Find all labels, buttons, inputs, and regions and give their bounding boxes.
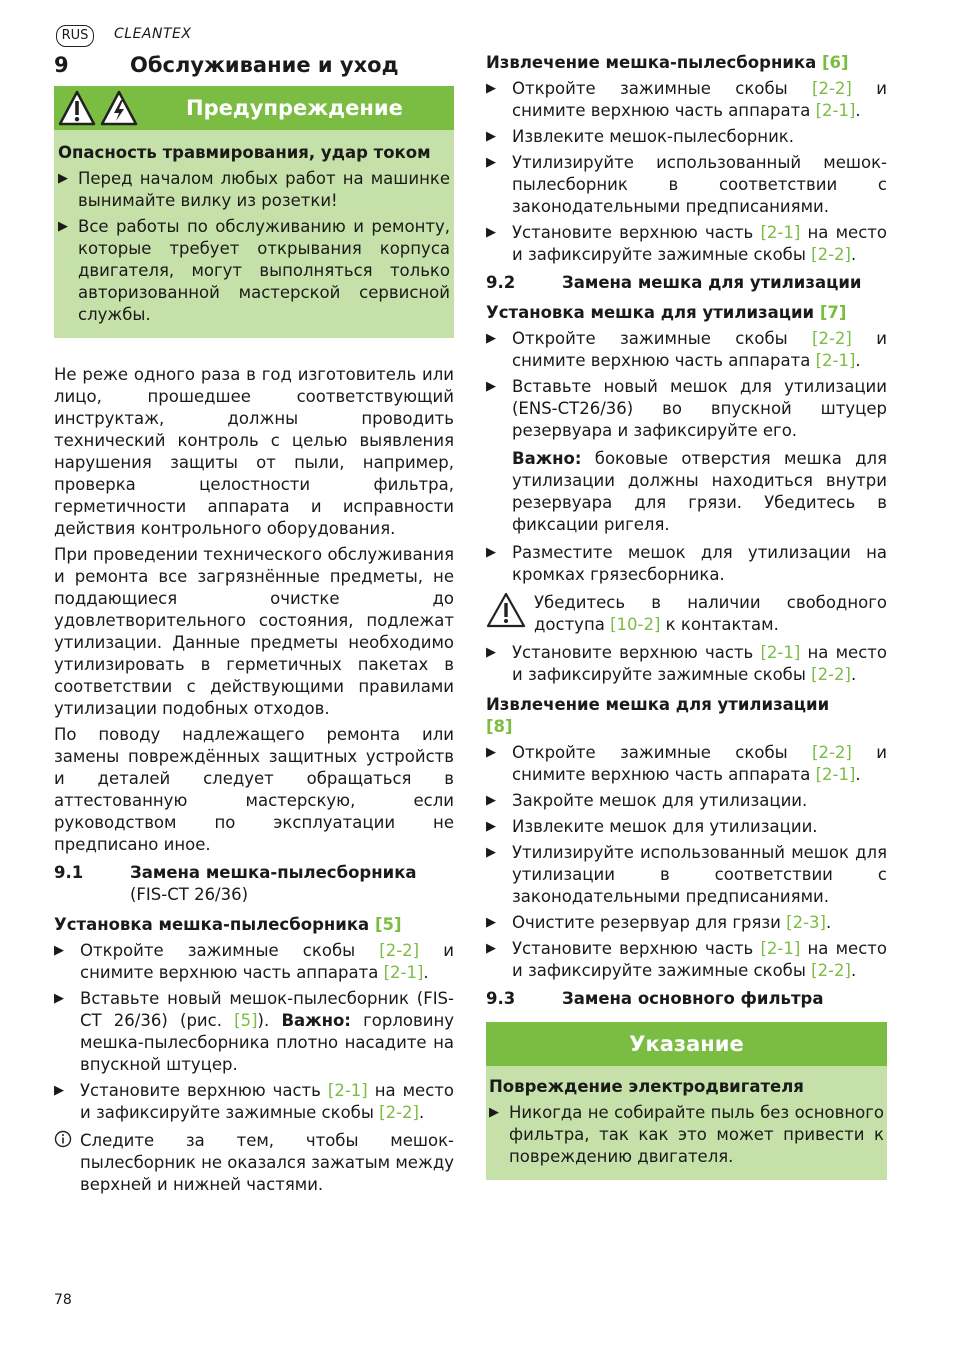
bullet-triangle-icon: ▶ [58, 171, 68, 186]
electric-shock-icon [100, 90, 138, 126]
page-number: 78 [54, 1292, 72, 1308]
intro-paragraph: По поводу надлежащего ремонта или замены повреждённых защитных устройств и деталей следует обращаться в аттестованную мастерскую, если руководством по эксплуатации не предписано иное. [54, 725, 454, 854]
step-item: ▶ Разместите мешок для утилизации на кромках грязесборника. [486, 543, 887, 584]
brand-name: CLEANTEX [114, 26, 192, 42]
section-number: 9 [54, 53, 69, 77]
step-item: ▶ Откройте зажимные скобы [2-2] и снимите верхнюю часть аппарата [2-1]. [54, 941, 454, 982]
note-body [486, 1066, 887, 1180]
step-item: ▶ Утилизируйте использованный мешок для утилизации в соответствии с законодательными предписаниями. [486, 843, 887, 906]
bullet-triangle-icon: ▶ [486, 545, 496, 560]
caution-note: Убедитесь в наличии свободного доступа [10-2] к контактам. [486, 592, 887, 636]
bullet-triangle-icon: ▶ [486, 81, 496, 96]
warning-title: Предупреждение [186, 96, 403, 120]
step-item: ▶ Утилизируйте использованный мешок-пылесборник в соответствии с законодательными предписаниями. [486, 153, 887, 216]
bullet-triangle-icon: ▶ [54, 991, 64, 1006]
step-item: ▶ Установите верхнюю часть [2-1] на место и зафиксируйте зажимные скобы [2-2]. [486, 939, 887, 980]
step-item: ▶ Откройте зажимные скобы [2-2] и снимите верхнюю часть аппарата [2-1]. [486, 743, 887, 784]
intro-paragraph: Не реже одного раза в год изготовитель или лицо, прошедшее соответствующий инструктаж, должны проводить технический контроль с целью выявления нарушения защиты от пыли, например, проверка целостности фильтра, герметичности аппарата и исправности действия контрольного оборудования. [54, 365, 454, 538]
section-9-2-heading: 9.2 Замена мешка для утилизации [486, 273, 862, 292]
bullet-triangle-icon: ▶ [486, 793, 496, 808]
info-note: Следите за тем, чтобы мешок-пылесборник не оказался зажатым между верхней и нижней частями. [54, 1130, 454, 1196]
step-item: ▶ Откройте зажимные скобы [2-2] и снимите верхнюю часть аппарата [2-1]. [486, 329, 887, 370]
bullet-triangle-icon: ▶ [486, 129, 496, 144]
warning-body [54, 130, 454, 338]
step-item: ▶ Установите верхнюю часть [2-1] на место и зафиксируйте зажимные скобы [2-2]. [486, 643, 887, 684]
step-item: ▶ Вставьте новый мешок-пылесборник (FIS-CT 26/36) (рис. [5]). Важно: горловину мешка-пылесборника плотно насадите на впускной штуцер. [54, 989, 454, 1074]
warning-subtitle: Опасность травмирования, удар током [58, 143, 431, 162]
bullet-triangle-icon: ▶ [486, 225, 496, 240]
info-icon [54, 1130, 80, 1196]
install-dust-bag-heading: Установка мешка-пылесборника [5] [54, 915, 402, 934]
step-item: ▶ Закройте мешок для утилизации. [486, 791, 808, 810]
note-box [486, 1022, 887, 1180]
bullet-triangle-icon: ▶ [486, 745, 496, 760]
remove-disposal-bag-heading: Извлечение мешка для утилизации [8] [486, 695, 830, 736]
section-title: Обслуживание и уход [130, 53, 399, 77]
step-item: ▶ Установите верхнюю часть [2-1] на место и зафиксируйте зажимные скобы [2-2]. [54, 1081, 454, 1122]
bullet-triangle-icon: ▶ [486, 331, 496, 346]
warning-header [54, 86, 454, 130]
warning-triangle-icon [486, 592, 534, 636]
bullet-triangle-icon: ▶ [486, 819, 496, 834]
bullet-triangle-icon: ▶ [54, 943, 64, 958]
left-column [54, 50, 454, 1202]
bullet-triangle-icon: ▶ [486, 845, 496, 860]
step-item: ▶ Очистите резервуар для грязи [2-3]. [486, 913, 832, 932]
bullet-triangle-icon: ▶ [54, 1083, 64, 1098]
bullet-triangle-icon: ▶ [486, 915, 496, 930]
bullet-triangle-icon: ▶ [486, 155, 496, 170]
warning-box [54, 86, 454, 338]
warning-item: ▶ Перед началом любых работ на машинке вынимайте вилку из розетки! [58, 169, 450, 210]
section-9-1-heading: 9.1 Замена мешка-пылесборника (FIS-CT 26/36) [54, 863, 417, 904]
important-note: Важно: боковые отверстия мешка для утилизации должны находиться внутри резервуара для грязи. Убедитесь в фиксации ригеля. [512, 449, 887, 534]
bullet-triangle-icon: ▶ [486, 379, 496, 394]
step-item: ▶ Откройте зажимные скобы [2-2] и снимите верхнюю часть аппарата [2-1]. [486, 79, 887, 120]
step-item: ▶ Извлеките мешок для утилизации. [486, 817, 818, 836]
install-disposal-bag-heading: Установка мешка для утилизации [7] [486, 303, 847, 322]
remove-dust-bag-heading: Извлечение мешка-пылесборника [6] [486, 53, 849, 72]
right-column [486, 50, 887, 1180]
note-subtitle: Повреждение электродвигателя [489, 1077, 804, 1096]
warning-item: ▶ Все работы по обслуживанию и ремонту, которые требует открывания корпуса двигателя, могут выполняться только авторизованной мастерской сервисной службы. [58, 217, 450, 324]
intro-paragraph: При проведении технического обслуживания и ремонта все загрязнённые предметы, не поддающиеся очистке до удовлетворительного состояния, подлежат утилизации. Данные предметы необходимо утилизировать в герметичных пакетах в соответствии с действующими правилами утилизации подобных отходов. [54, 545, 454, 718]
bullet-triangle-icon: ▶ [486, 645, 496, 660]
bullet-triangle-icon: ▶ [489, 1105, 499, 1120]
bullet-triangle-icon: ▶ [58, 219, 68, 234]
bullet-triangle-icon: ▶ [486, 941, 496, 956]
warning-triangle-icon [58, 90, 96, 126]
language-badge: RUS [56, 25, 94, 47]
note-header: Указание [486, 1022, 887, 1066]
section-9-3-heading: 9.3 Замена основного фильтра [486, 989, 824, 1008]
note-item: ▶ Никогда не собирайте пыль без основного фильтра, так как это может привести к повреждению двигателя. [489, 1103, 884, 1166]
warning-icons [58, 90, 138, 126]
step-item: ▶ Установите верхнюю часть [2-1] на место и зафиксируйте зажимные скобы [2-2]. [486, 223, 887, 264]
step-item: ▶ Вставьте новый мешок для утилизации (ENS-CT26/36) во впускной штуцер резервуара и зафиксируйте его. [486, 377, 887, 440]
step-item: ▶ Извлеките мешок-пылесборник. [486, 127, 794, 146]
section-9-heading [54, 50, 454, 80]
